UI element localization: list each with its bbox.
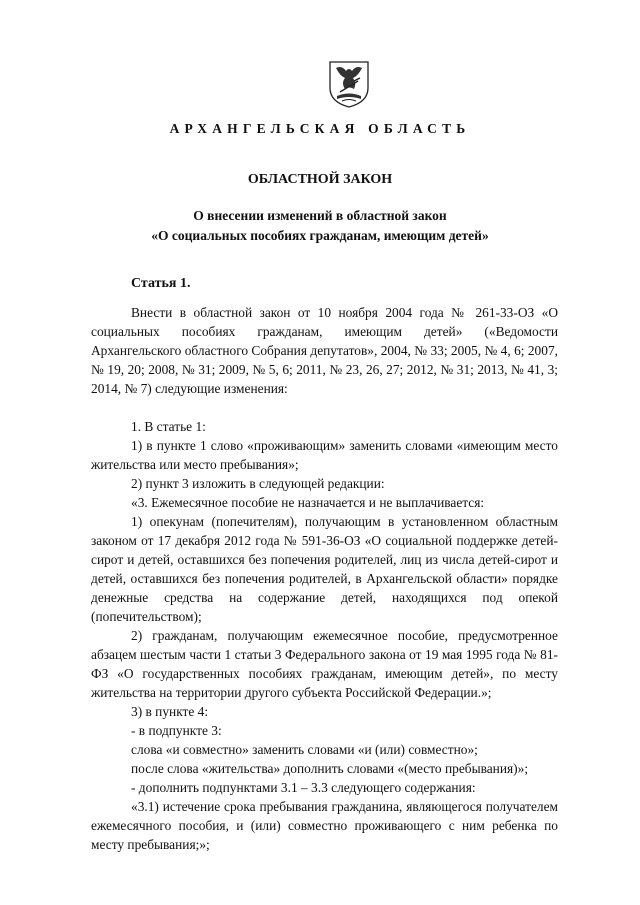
paragraph: 1) в пункте 1 слово «проживающим» заменить словами «имеющим место жительства или место пребывания»; [91, 438, 558, 472]
paragraph: 2) пункт 3 изложить в следующей редакции: [131, 476, 385, 491]
law-title-line-2: «О социальных пособиях гражданам, имеющим детей» [151, 228, 489, 243]
coat-of-arms-icon [328, 58, 370, 108]
paragraph: «3.1) истечение срока пребывания гражданина, являющегося получателем ежемесячного пособия, и (или) совместно проживающего с ним ребенка по месту пребывания;»; [91, 799, 558, 852]
paragraph: 3) в пункте 4: [131, 704, 209, 719]
paragraph: - дополнить подпунктами 3.1 – 3.3 следующего содержания: [131, 780, 476, 795]
paragraph: 1) опекунам (попечителям), получающим в установленном областным законом от 17 декабря 2012 года № 591-36-ОЗ «О социальной поддержке детей-сирот и детей, оставшихся без попечения родителей, лиц из числа детей-сирот и детей, оставшихся без попечения родителей, в Архангельской области» порядке денежные средства на содержание детей, находящихся под опекой (попечительством); [91, 514, 558, 624]
article-body [91, 303, 558, 854]
paragraph: 2) гражданам, получающим ежемесячное пособие, предусмотренное абзацем шестым части 1 статьи 3 Федерального закона от 19 мая 1995 года № 81-ФЗ «О государственных пособиях гражданам, имеющим детей», по месту жительства на территории другого субъекта Российской Федерации.»; [91, 628, 558, 700]
region-name: АРХАНГЕЛЬСКАЯ ОБЛАСТЬ [169, 121, 471, 136]
law-title-line-1: О внесении изменений в областной закон [193, 208, 447, 223]
paragraph: после слова «жительства» дополнить словами «(место пребывания)»; [131, 761, 529, 776]
intro-paragraph: Внести в областной закон от 10 ноября 2004 года № 261-33-ОЗ «О социальных пособиях гражданам, имеющим детей» («Ведомости Архангельского областного Собрания депутатов», 2004, № 33; 2005, № 4, 6; 2007, № 19, 20; 2008, № 31; 2009, № 5, 6; 2011, № 23, 26, 27; 2012, № 31; 2013, № 41, 3; 2014, № 7) следующие изменения: [91, 305, 558, 396]
paragraph: «3. Ежемесячное пособие не назначается и не выплачивается: [131, 495, 485, 510]
document-type: ОБЛАСТНОЙ ЗАКОН [247, 172, 393, 187]
paragraph: - в подпункте 3: [131, 723, 222, 738]
paragraph: слова «и совместно» заменить словами «и (или) совместно»; [131, 742, 478, 757]
article-heading: Статья 1. [131, 276, 191, 291]
paragraph: 1. В статье 1: [131, 419, 206, 434]
law-title [0, 206, 640, 246]
